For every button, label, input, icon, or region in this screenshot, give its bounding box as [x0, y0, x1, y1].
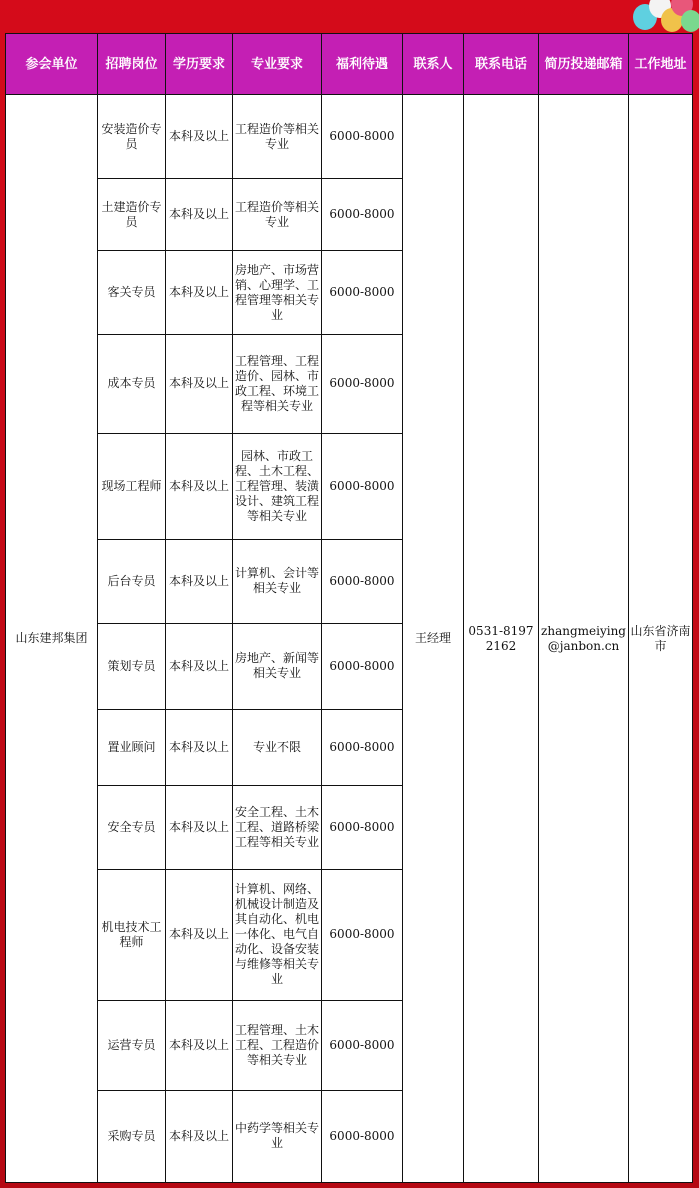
header-cell: 福利待遇: [322, 34, 403, 95]
salary-cell: 6000-8000: [322, 95, 403, 179]
position-cell: 置业顾问: [98, 710, 166, 786]
position-cell: 策划专员: [98, 623, 166, 709]
position-cell: 客关专员: [98, 251, 166, 335]
major-cell: 园林、市政工程、土木工程、工程管理、装潢设计、建筑工程等相关专业: [233, 433, 322, 539]
position-cell: 运营专员: [98, 1000, 166, 1090]
salary-cell: 6000-8000: [322, 335, 403, 433]
header-cell: 学历要求: [166, 34, 233, 95]
address-cell: 山东省济南市: [629, 95, 693, 1183]
position-cell: 安装造价专员: [98, 95, 166, 179]
header-cell: 联系电话: [464, 34, 539, 95]
salary-cell: 6000-8000: [322, 1000, 403, 1090]
education-cell: 本科及以上: [166, 335, 233, 433]
header-cell: 参会单位: [6, 34, 98, 95]
header-cell: 简历投递邮箱: [539, 34, 629, 95]
education-cell: 本科及以上: [166, 623, 233, 709]
company-cell: 山东建邦集团: [6, 95, 98, 1183]
education-cell: 本科及以上: [166, 710, 233, 786]
salary-cell: 6000-8000: [322, 433, 403, 539]
header-cell: 联系人: [403, 34, 464, 95]
header-cell: 工作地址: [629, 34, 693, 95]
position-cell: 采购专员: [98, 1090, 166, 1182]
major-cell: 工程造价等相关专业: [233, 179, 322, 251]
major-cell: 专业不限: [233, 710, 322, 786]
header-row: [6, 34, 693, 95]
salary-cell: 6000-8000: [322, 1090, 403, 1182]
major-cell: 房地产、新闻等相关专业: [233, 623, 322, 709]
salary-cell: 6000-8000: [322, 539, 403, 623]
header-cell: 专业要求: [233, 34, 322, 95]
major-cell: 计算机、会计等相关专业: [233, 539, 322, 623]
contact-cell: 王经理: [403, 95, 464, 1183]
major-cell: 工程造价等相关专业: [233, 95, 322, 179]
education-cell: 本科及以上: [166, 179, 233, 251]
education-cell: 本科及以上: [166, 1000, 233, 1090]
position-cell: 安全专员: [98, 786, 166, 870]
table-row: [6, 95, 693, 179]
email-cell: zhangmeiying@janbon.cn: [539, 95, 629, 1183]
phone-cell: 0531-81972162: [464, 95, 539, 1183]
salary-cell: 6000-8000: [322, 786, 403, 870]
major-cell: 中药学等相关专业: [233, 1090, 322, 1182]
major-cell: 工程管理、土木工程、工程造价等相关专业: [233, 1000, 322, 1090]
major-cell: 安全工程、土木工程、道路桥梁工程等相关专业: [233, 786, 322, 870]
position-cell: 成本专员: [98, 335, 166, 433]
education-cell: 本科及以上: [166, 786, 233, 870]
education-cell: 本科及以上: [166, 1090, 233, 1182]
position-cell: 机电技术工程师: [98, 870, 166, 1000]
salary-cell: 6000-8000: [322, 251, 403, 335]
education-cell: 本科及以上: [166, 95, 233, 179]
balloons-decoration: [609, 0, 699, 36]
header-cell: 招聘岗位: [98, 34, 166, 95]
education-cell: 本科及以上: [166, 251, 233, 335]
major-cell: 房地产、市场营销、心理学、工程管理等相关专业: [233, 251, 322, 335]
major-cell: 工程管理、工程造价、园林、市政工程、环境工程等相关专业: [233, 335, 322, 433]
salary-cell: 6000-8000: [322, 870, 403, 1000]
position-cell: 土建造价专员: [98, 179, 166, 251]
salary-cell: 6000-8000: [322, 623, 403, 709]
salary-cell: 6000-8000: [322, 710, 403, 786]
salary-cell: 6000-8000: [322, 179, 403, 251]
education-cell: 本科及以上: [166, 539, 233, 623]
education-cell: 本科及以上: [166, 870, 233, 1000]
position-cell: 现场工程师: [98, 433, 166, 539]
education-cell: 本科及以上: [166, 433, 233, 539]
major-cell: 计算机、网络、机械设计制造及其自动化、机电一体化、电气自动化、设备安装与维修等相关专业: [233, 870, 322, 1000]
job-table: [5, 33, 693, 1183]
position-cell: 后台专员: [98, 539, 166, 623]
